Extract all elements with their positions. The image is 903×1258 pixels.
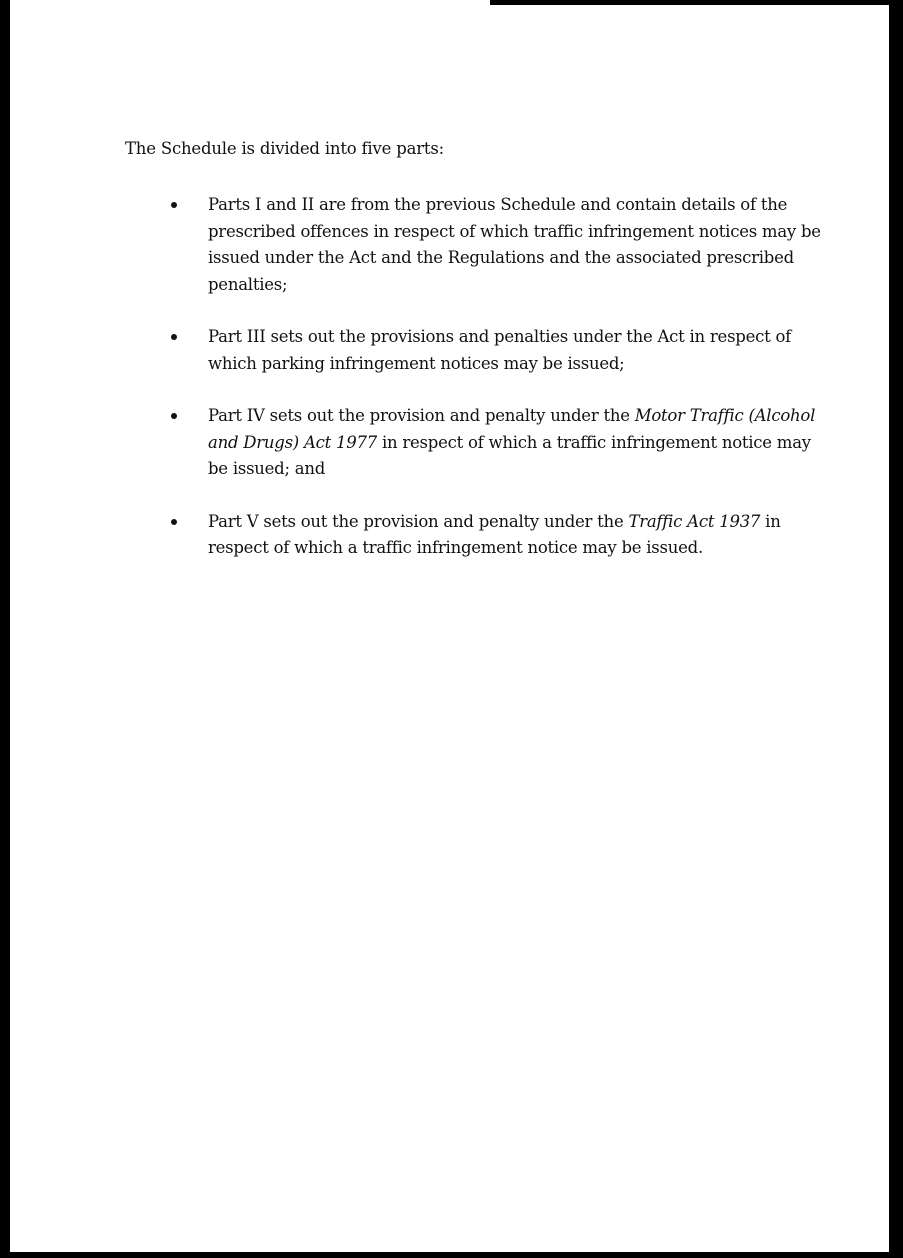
list-item-text: Part IV sets out the provision and penalty under the Motor Traffic (Alcohol and Drugs) Act 1977 in respect of which a traffic infringement notice may be issued; and: [208, 406, 816, 478]
list-item-text: Parts I and II are from the previous Schedule and contain details of the prescribed offences in respect of which traffic infringement notices may be issued under the Act and the Regulations and the associated prescribed penalties;: [208, 195, 821, 294]
bullet-icon: [171, 202, 177, 208]
scan-edge-bottom: [0, 1252, 903, 1258]
list-item-text: Part V sets out the provision and penalty under the Traffic Act 1937 in respect of which a traffic infringement notice may be issued.: [208, 511, 781, 557]
parts-list: [0, 192, 903, 588]
bullet-icon: [171, 413, 177, 419]
list-item-part-5: [0, 509, 830, 562]
scan-edge-right: [889, 0, 903, 1258]
bullet-icon: [171, 519, 177, 525]
list-item-part-3: [0, 324, 830, 377]
intro-paragraph: The Schedule is divided into five parts:: [125, 139, 444, 158]
scan-edge-left: [0, 0, 10, 1258]
bullet-icon: [171, 334, 177, 340]
list-item-text: Part III sets out the provisions and penalties under the Act in respect of which parking infringement notices may be issued;: [208, 327, 792, 373]
scan-edge-top: [490, 0, 903, 5]
list-item-part-4: [0, 403, 830, 483]
list-item-parts-1-2: [0, 192, 830, 298]
